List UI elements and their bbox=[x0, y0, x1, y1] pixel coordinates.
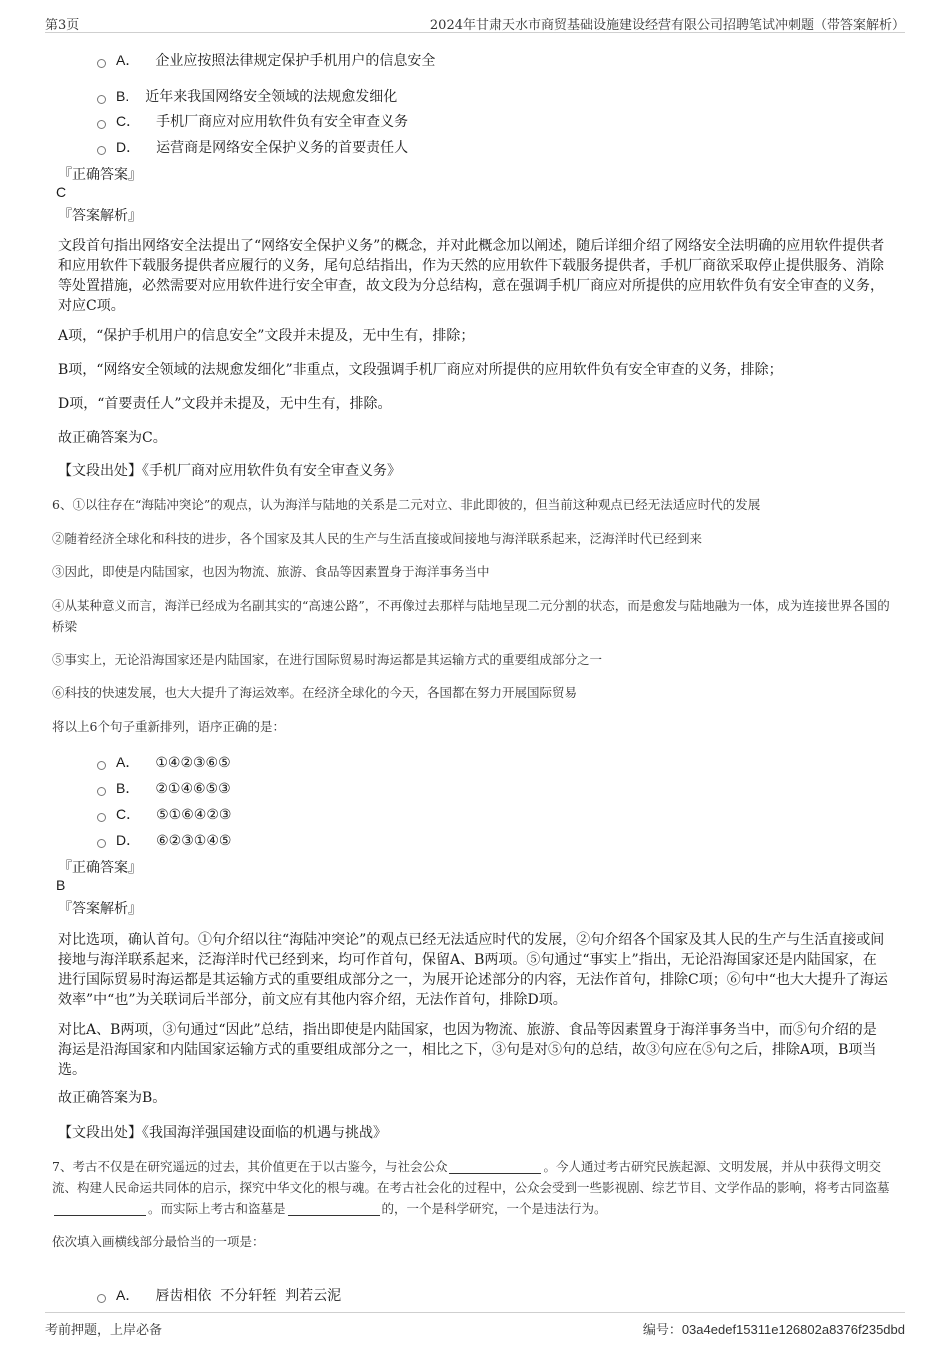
radio-icon[interactable] bbox=[97, 120, 106, 129]
q5-source: 【文段出处】《手机厂商对应用软件负有安全审查义务》 bbox=[58, 463, 401, 479]
option-text: ②①④⑥⑤③ bbox=[155, 781, 231, 797]
radio-icon[interactable] bbox=[97, 95, 106, 104]
q5-option-d[interactable]: D． 运营商是网络安全保护义务的首要责任人 bbox=[97, 137, 408, 157]
document-code: 编号：03a4edef15311e126802a8376f235dbd bbox=[642, 1322, 905, 1338]
q7-option-a[interactable]: A． 唇齿相依 不分轩轾 判若云泥 bbox=[97, 1285, 341, 1305]
q5-analysis-paragraph: A项，“保护手机用户的信息安全”文段并未提及，无中生有，排除； bbox=[58, 328, 475, 344]
footer-slogan: 考前押题，上岸必备 bbox=[45, 1323, 163, 1338]
option-text: 唇齿相依 不分轩轾 判若云泥 bbox=[155, 1288, 342, 1304]
q7-stem: 7、考古不仅是在研究遥远的过去，其价值更在于以古鉴今，与社会公众 。今人通过考古研究民族起源、文明发展，并从中获得文明交流、构建人民命运共同体的启示，探究中华文化的根与魂。在考古社会化的过程中，公众会受到一些影视剧、综艺节目、文学作品的影响，将考古同盗墓。而实际上考古和盗墓是 的，一个是科学研究，一个是违法行为。 bbox=[52, 1159, 890, 1216]
q6-answer: B bbox=[56, 877, 66, 893]
q6-analysis-paragraph: 故正确答案为B。 bbox=[58, 1090, 167, 1106]
q6-stem-sentence: ②随着经济全球化和科技的进步，各个国家及其人民的生产与生活直接或间接地与海洋联系起来，泛海洋时代已经到来 bbox=[52, 531, 703, 546]
q5-analysis-paragraph: B项，“网络安全领域的法规愈发细化”非重点，文段强调手机厂商应对所提供的应用软件负有安全审查的义务，排除； bbox=[58, 362, 783, 378]
q5-answer-label: 『正确答案』 bbox=[58, 167, 142, 183]
radio-icon[interactable] bbox=[97, 146, 106, 155]
q5-analysis-paragraph: 文段首句指出网络安全法提出了“网络安全保护义务”的概念，并对此概念加以阐述，随后详细介绍了网络安全法明确的应用软件提供者和应用软件下载服务提供者应履行的义务，尾句总结指出，作为天然的应用软件下载服务提供者，手机厂商欲采取停止提供服务、消除等处置措施，必然需要对应用软件进行安全审查，故文段为分总结构，意在强调手机厂商应对所提供的应用软件负有安全审查的义务，对应C项。 bbox=[58, 238, 885, 314]
q6-stem-sentence: ③因此，即使是内陆国家，也因为物流、旅游、食品等因素置身于海洋事务当中 bbox=[52, 564, 490, 579]
q6-source: 【文段出处】《我国海洋强国建设面临的机遇与挑战》 bbox=[58, 1125, 387, 1141]
radio-icon[interactable] bbox=[97, 1294, 106, 1303]
q5-answer: C bbox=[56, 184, 67, 200]
fill-blank bbox=[54, 1201, 146, 1216]
radio-icon[interactable] bbox=[97, 761, 106, 770]
q6-analysis-label: 『答案解析』 bbox=[58, 901, 142, 917]
option-text: 近年来我国网络安全领域的法规愈发细化 bbox=[145, 89, 398, 105]
option-text: 企业应按照法律规定保护手机用户的信息安全 bbox=[155, 53, 436, 69]
document-title: 2024年甘肃天水市商贸基础设施建设经营有限公司招聘笔试冲刺题（带答案解析） bbox=[429, 18, 905, 33]
q7-prompt: 依次填入画横线部分最恰当的一项是： bbox=[52, 1234, 265, 1249]
page-header bbox=[45, 10, 905, 33]
fill-blank bbox=[288, 1201, 380, 1216]
q5-analysis-paragraph: 故正确答案为C。 bbox=[58, 430, 167, 446]
q6-stem-sentence: ④从某种意义而言，海洋已经成为名副其实的“高速公路”，不再像过去那样与陆地呈现二元分割的状态，而是愈发与陆地融为一体，成为连接世界各国的桥梁 bbox=[52, 598, 890, 634]
q6-stem-sentence: ⑤事实上，无论沿海国家还是内陆国家，在进行国际贸易时海运都是其运输方式的重要组成部分之一 bbox=[52, 652, 603, 667]
option-text: 手机厂商应对应用软件负有安全审查义务 bbox=[156, 114, 409, 130]
q5-option-a[interactable]: A． 企业应按照法律规定保护手机用户的信息安全 bbox=[97, 50, 435, 70]
q6-analysis-paragraph: 对比选项，确认首句。①句介绍以往“海陆冲突论”的观点已经无法适应时代的发展，②句介绍各个国家及其人民的生产与生活直接或间接地与海洋联系起来，泛海洋时代已经到来，均可作首句，保留A、B两项。⑤句通过“事实上”指出，无论沿海国家还是内陆国家，在进行国际贸易时海运都是其运输方式的重要组成部分之一，为展开论述部分的内容，无法作首句，排除C项；⑥句中“也大大提升了海运效率”中“也”为关联词后半部分，前文应有其他内容介绍，无法作首句，排除D项。 bbox=[58, 932, 888, 1008]
radio-icon[interactable] bbox=[97, 787, 106, 796]
q6-stem-sentence: 6、①以往存在“海陆冲突论”的观点，认为海洋与陆地的关系是二元对立、非此即彼的，但当前这种观点已经无法适应时代的发展 bbox=[52, 497, 761, 512]
fill-blank bbox=[449, 1159, 541, 1174]
option-text: 运营商是网络安全保护义务的首要责任人 bbox=[156, 140, 409, 156]
q6-analysis-paragraph: 对比A、B两项，③句通过“因此”总结，指出即使是内陆国家，也因为物流、旅游、食品等因素置身于海洋事务当中，而⑤句介绍的是海运是沿海国家和内陆国家运输方式的重要组成部分之一，相比之下，③句是对⑤句的总结，故③句应在⑤句之后，排除A项，B项当选。 bbox=[58, 1022, 877, 1078]
q5-analysis-paragraph: D项，“首要责任人”文段并未提及，无中生有，排除。 bbox=[58, 396, 392, 412]
q6-answer-label: 『正确答案』 bbox=[58, 860, 142, 876]
page-footer bbox=[45, 1312, 905, 1341]
radio-icon[interactable] bbox=[97, 59, 106, 68]
q6-option-d[interactable]: D． ⑥②③①④⑤ bbox=[97, 830, 231, 850]
option-text: ⑤①⑥④②③ bbox=[156, 807, 232, 823]
option-text: ⑥②③①④⑤ bbox=[156, 833, 232, 849]
option-text: ①④②③⑥⑤ bbox=[155, 755, 231, 771]
q6-stem-sentence: ⑥科技的快速发展，也大大提升了海运效率。在经济全球化的今天，各国都在努力开展国际贸易 bbox=[52, 685, 578, 700]
page-number: 第3页 bbox=[45, 18, 80, 33]
q5-analysis-label: 『答案解析』 bbox=[58, 208, 142, 224]
q6-option-c[interactable]: C． ⑤①⑥④②③ bbox=[97, 804, 231, 824]
radio-icon[interactable] bbox=[97, 839, 106, 848]
q6-option-a[interactable]: A． ①④②③⑥⑤ bbox=[97, 752, 231, 772]
radio-icon[interactable] bbox=[97, 813, 106, 822]
q5-option-b[interactable]: B. 近年来我国网络安全领域的法规愈发细化 bbox=[97, 86, 397, 106]
q6-prompt: 将以上6个句子重新排列，语序正确的是： bbox=[52, 719, 285, 734]
q6-option-b[interactable]: B． ②①④⑥⑤③ bbox=[97, 778, 231, 798]
q5-option-c[interactable]: C． 手机厂商应对应用软件负有安全审查义务 bbox=[97, 111, 408, 131]
